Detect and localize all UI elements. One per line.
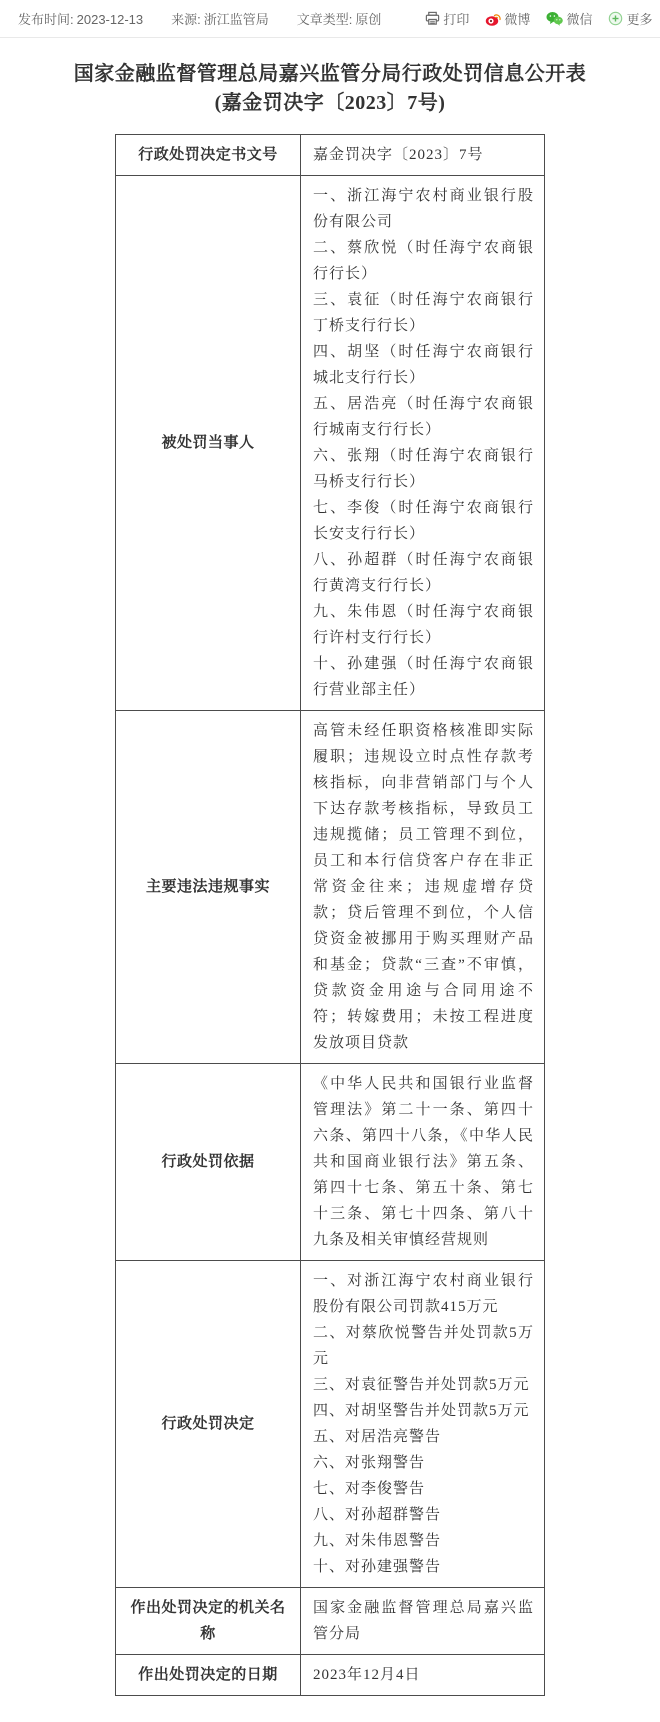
weibo-label: 微博 <box>504 12 531 27</box>
source-label: 来源: <box>171 12 201 27</box>
weibo-icon <box>485 11 501 27</box>
content-line: 五、对居浩亮警告 <box>313 1429 442 1445</box>
table-row <box>116 135 545 176</box>
wechat-share-button[interactable] <box>546 9 592 28</box>
content-line: 二、对蔡欣悦警告并处罚款5万元 <box>313 1325 534 1367</box>
table-row <box>116 1588 545 1655</box>
row-content <box>301 711 545 1064</box>
print-button[interactable] <box>425 9 469 28</box>
content-line: 四、对胡坚警告并处罚款5万元 <box>313 1403 530 1419</box>
printer-icon <box>425 11 440 26</box>
table-row <box>116 1064 545 1261</box>
content-line: 八、孙超群（时任海宁农商银行黄湾支行行长） <box>313 552 534 594</box>
row-content <box>301 176 545 711</box>
content-line: 三、对袁征警告并处罚款5万元 <box>313 1377 530 1393</box>
page-title-line2: (嘉金罚决字〔2023〕7号) <box>214 92 446 114</box>
row-label: 主要违法违规事实 <box>116 711 301 1064</box>
wechat-label: 微信 <box>566 12 593 27</box>
row-content <box>301 1655 545 1696</box>
page-title <box>40 60 620 118</box>
content-line: 六、张翔（时任海宁农商银行马桥支行行长） <box>313 448 534 490</box>
row-label: 被处罚当事人 <box>116 176 301 711</box>
row-label: 行政处罚决定书文号 <box>116 135 301 176</box>
row-label: 作出处罚决定的机关名称 <box>116 1588 301 1655</box>
article-type-label: 文章类型: <box>296 12 353 27</box>
more-label: 更多 <box>626 12 653 27</box>
content-line: 一、对浙江海宁农村商业银行股份有限公司罚款415万元 <box>313 1273 534 1315</box>
row-content <box>301 135 545 176</box>
more-share-button[interactable] <box>608 9 652 28</box>
meta-info <box>18 9 409 28</box>
publish-time-value: 2023-12-13 <box>76 12 144 27</box>
content-line: 七、李俊（时任海宁农商银行长安支行行长） <box>313 500 534 542</box>
content-line: 五、居浩亮（时任海宁农商银行城南支行行长） <box>313 396 534 438</box>
content-line: 九、对朱伟恩警告 <box>313 1533 442 1549</box>
content-line: 国家金融监督管理总局嘉兴监管分局 <box>313 1600 534 1642</box>
content-line: 二、蔡欣悦（时任海宁农商银行行长） <box>313 240 534 282</box>
table-row <box>116 1261 545 1588</box>
content-line: 十、对孙建强警告 <box>313 1559 442 1575</box>
content-line: 一、浙江海宁农村商业银行股份有限公司 <box>313 188 534 230</box>
table-row <box>116 711 545 1064</box>
table-row <box>116 1655 545 1696</box>
penalty-table <box>115 134 545 1696</box>
content-line: 九、朱伟恩（时任海宁农商银行许村支行行长） <box>313 604 534 646</box>
meta-bar <box>0 0 660 38</box>
publish-time <box>18 9 143 28</box>
print-label: 打印 <box>443 12 470 27</box>
row-label: 作出处罚决定的日期 <box>116 1655 301 1696</box>
row-label: 行政处罚依据 <box>116 1064 301 1261</box>
source <box>171 9 269 28</box>
content-line: 六、对张翔警告 <box>313 1455 426 1471</box>
row-content <box>301 1588 545 1655</box>
row-content <box>301 1261 545 1588</box>
publish-time-label: 发布时间: <box>18 12 74 27</box>
table-row <box>116 176 545 711</box>
document-area <box>0 38 660 1722</box>
row-label: 行政处罚决定 <box>116 1261 301 1588</box>
source-value: 浙江监管局 <box>203 12 269 27</box>
content-line: 八、对孙超群警告 <box>313 1507 442 1523</box>
content-line: 高管未经任职资格核准即实际履职；违规设立时点性存款考核指标，向非营销部门与个人下达存款考核指标，导致员工违规揽储；员工管理不到位，员工和本行信贷客户存在非正常资金往来；违规虚增存贷款；贷后管理不到位，个人信贷资金被挪用于购买理财产品和基金；贷款“三查”不审慎，贷款资金用途与合同用途不符；转嫁费用；未按工程进度发放项目贷款 <box>313 723 534 1051</box>
content-line: 《中华人民共和国银行业监督管理法》第二十一条、第四十六条、第四十八条，《中华人民共和国商业银行法》第五条、第四十七条、第五十条、第七十三条、第七十四条、第八十九条及相关审慎经营规则 <box>313 1076 534 1248</box>
share-actions <box>409 9 652 28</box>
content-line: 嘉金罚决字〔2023〕7号 <box>313 147 484 163</box>
content-line: 四、胡坚（时任海宁农商银行城北支行行长） <box>313 344 534 386</box>
content-line: 十、孙建强（时任海宁农商银行营业部主任） <box>313 656 534 698</box>
weibo-share-button[interactable] <box>485 9 530 28</box>
plus-circle-icon <box>608 11 623 26</box>
article-type-value: 原创 <box>355 12 382 27</box>
page-title-line1: 国家金融监督管理总局嘉兴监管分局行政处罚信息公开表 <box>73 63 587 85</box>
wechat-icon <box>546 11 563 26</box>
content-line: 七、对李俊警告 <box>313 1481 426 1497</box>
content-line: 三、袁征（时任海宁农商银行丁桥支行行长） <box>313 292 534 334</box>
article-type <box>297 9 382 28</box>
content-line: 2023年12月4日 <box>313 1667 421 1683</box>
row-content <box>301 1064 545 1261</box>
